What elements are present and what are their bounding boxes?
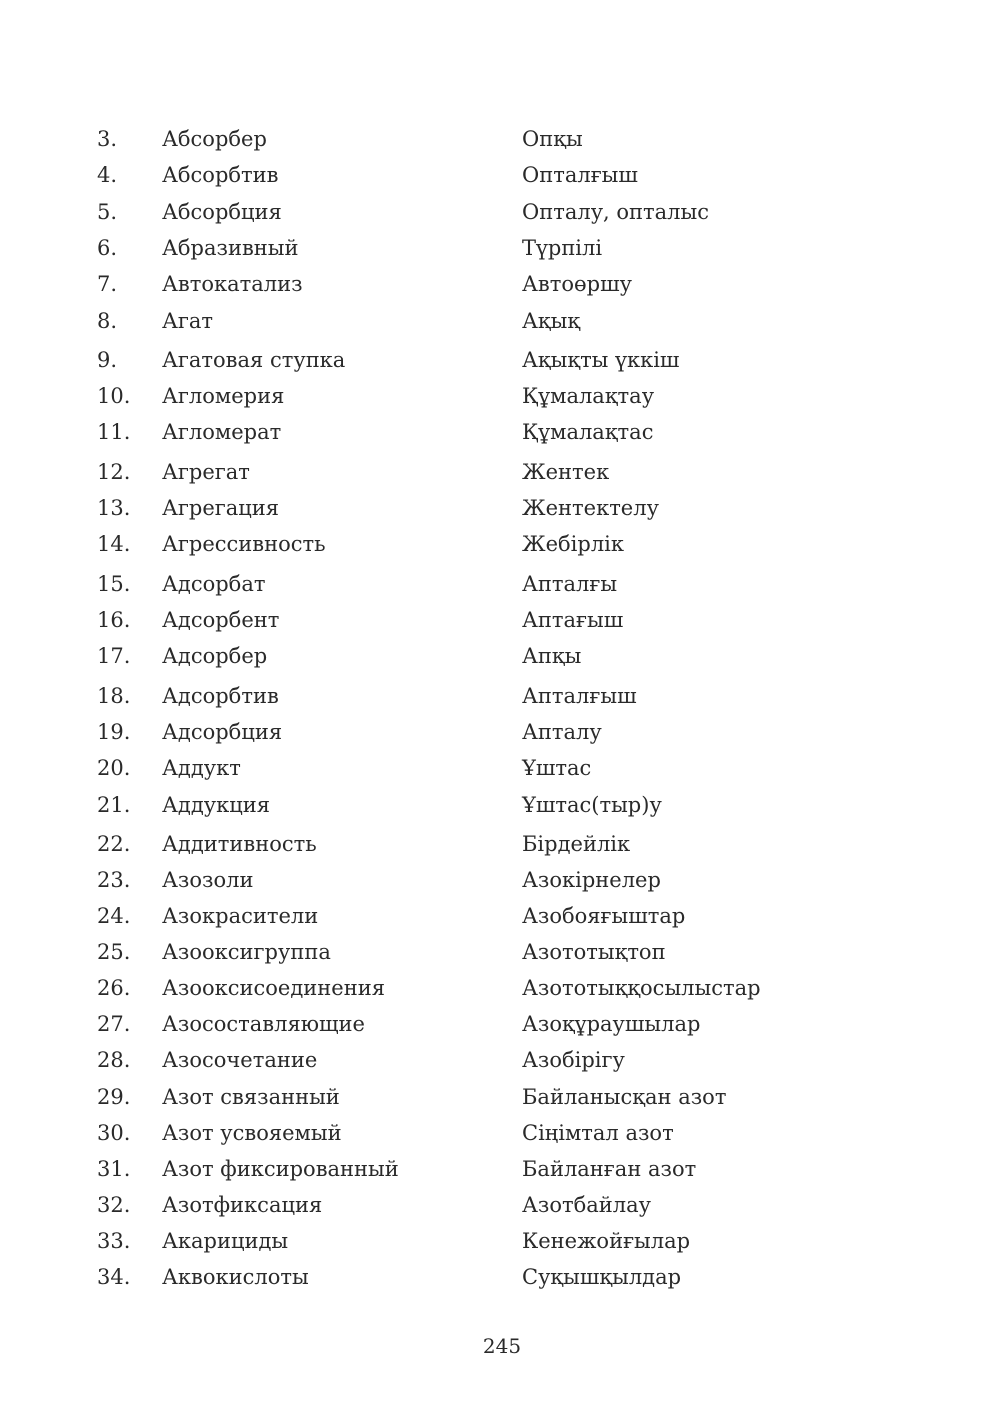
russian-term: Абсорбция <box>162 200 282 224</box>
russian-term: Аквокислоты <box>162 1265 309 1289</box>
kazakh-term: Апталғыш <box>522 684 637 708</box>
entry-number: 15. <box>97 572 131 596</box>
glossary-row <box>0 1118 1004 1148</box>
glossary-row <box>0 753 1004 783</box>
russian-term: Агломерия <box>162 384 285 408</box>
glossary-row <box>0 1262 1004 1292</box>
kazakh-term: Апталу <box>522 720 602 744</box>
glossary-row <box>0 529 1004 559</box>
kazakh-term: Сіңімтал азот <box>522 1121 674 1145</box>
kazakh-term: Жентек <box>522 460 610 484</box>
entry-number: 18. <box>97 684 131 708</box>
russian-term: Адсорбент <box>162 608 280 632</box>
russian-term: Аддитивность <box>162 832 317 856</box>
glossary-row <box>0 865 1004 895</box>
kazakh-term: Аптағыш <box>522 608 624 632</box>
glossary-row <box>0 197 1004 227</box>
kazakh-term: Опталу, опталыс <box>522 200 709 224</box>
kazakh-term: Түрпілі <box>522 236 603 260</box>
russian-term: Азокрасители <box>162 904 319 928</box>
glossary-row <box>0 1226 1004 1256</box>
russian-term: Агатовая ступка <box>162 348 346 372</box>
russian-term: Агат <box>162 309 214 333</box>
russian-term: Абсорбтив <box>162 163 279 187</box>
glossary-row <box>0 345 1004 375</box>
russian-term: Азосоставляющие <box>162 1012 365 1036</box>
entry-number: 8. <box>97 309 118 333</box>
kazakh-term: Ұштас <box>522 756 592 780</box>
glossary-row <box>0 124 1004 154</box>
entry-number: 17. <box>97 644 131 668</box>
page-number: 245 <box>482 1334 522 1358</box>
entry-number: 12. <box>97 460 131 484</box>
entry-number: 16. <box>97 608 131 632</box>
kazakh-term: Азоқұраушылар <box>522 1012 701 1036</box>
entry-number: 30. <box>97 1121 131 1145</box>
russian-term: Азооксигруппа <box>162 940 331 964</box>
kazakh-term: Байланған азот <box>522 1157 697 1181</box>
glossary-row <box>0 493 1004 523</box>
kazakh-term: Апқы <box>522 644 582 668</box>
russian-term: Автокатализ <box>162 272 303 296</box>
glossary-row <box>0 1082 1004 1112</box>
entry-number: 4. <box>97 163 118 187</box>
glossary-row <box>0 457 1004 487</box>
glossary-row <box>0 269 1004 299</box>
entry-number: 20. <box>97 756 131 780</box>
kazakh-term: Опқы <box>522 127 583 151</box>
entry-number: 27. <box>97 1012 131 1036</box>
kazakh-term: Құмалақтау <box>522 384 655 408</box>
kazakh-term: Бірдейлік <box>522 832 631 856</box>
glossary-row <box>0 790 1004 820</box>
russian-term: Азот связанный <box>162 1085 340 1109</box>
entry-number: 28. <box>97 1048 131 1072</box>
entry-number: 7. <box>97 272 118 296</box>
entry-number: 33. <box>97 1229 131 1253</box>
glossary-row <box>0 973 1004 1003</box>
glossary-row <box>0 160 1004 190</box>
glossary-row <box>0 641 1004 671</box>
russian-term: Азосочетание <box>162 1048 318 1072</box>
glossary-row <box>0 1190 1004 1220</box>
entry-number: 21. <box>97 793 131 817</box>
glossary-row <box>0 1154 1004 1184</box>
glossary-row <box>0 569 1004 599</box>
entry-number: 3. <box>97 127 118 151</box>
entry-number: 25. <box>97 940 131 964</box>
glossary-row <box>0 605 1004 635</box>
glossary-row <box>0 417 1004 447</box>
entry-number: 11. <box>97 420 131 444</box>
glossary-row <box>0 717 1004 747</box>
kazakh-term: Опталғыш <box>522 163 638 187</box>
kazakh-term: Ақық <box>522 309 581 333</box>
glossary-row <box>0 381 1004 411</box>
kazakh-term: Құмалақтас <box>522 420 654 444</box>
russian-term: Азот усвояемый <box>162 1121 342 1145</box>
entry-number: 5. <box>97 200 118 224</box>
kazakh-term: Азотбайлау <box>522 1193 651 1217</box>
russian-term: Агломерат <box>162 420 282 444</box>
glossary-row <box>0 937 1004 967</box>
entry-number: 13. <box>97 496 131 520</box>
russian-term: Азооксисоединения <box>162 976 385 1000</box>
glossary-row <box>0 1009 1004 1039</box>
entry-number: 32. <box>97 1193 131 1217</box>
russian-term: Абсорбер <box>162 127 267 151</box>
kazakh-term: Ұштас(тыр)у <box>522 793 662 817</box>
entry-number: 10. <box>97 384 131 408</box>
russian-term: Акарициды <box>162 1229 289 1253</box>
russian-term: Адсорбция <box>162 720 283 744</box>
kazakh-term: Суқышқылдар <box>522 1265 682 1289</box>
kazakh-term: Азобірігу <box>522 1048 625 1072</box>
kazakh-term: Азототықтоп <box>522 940 666 964</box>
entry-number: 34. <box>97 1265 131 1289</box>
entry-number: 26. <box>97 976 131 1000</box>
glossary-row <box>0 306 1004 336</box>
glossary-row <box>0 681 1004 711</box>
russian-term: Азозоли <box>162 868 254 892</box>
glossary-row <box>0 233 1004 263</box>
kazakh-term: Байланысқан азот <box>522 1085 727 1109</box>
kazakh-term: Ақықты үккіш <box>522 348 680 372</box>
russian-term: Адсорбтив <box>162 684 279 708</box>
kazakh-term: Азокірнелер <box>522 868 661 892</box>
kazakh-term: Жебірлік <box>522 532 625 556</box>
russian-term: Агрессивность <box>162 532 326 556</box>
kazakh-term: Апталғы <box>522 572 618 596</box>
glossary-row <box>0 829 1004 859</box>
entry-number: 24. <box>97 904 131 928</box>
russian-term: Азотфиксация <box>162 1193 323 1217</box>
russian-term: Аддукт <box>162 756 241 780</box>
russian-term: Агрегация <box>162 496 280 520</box>
kazakh-term: Автоөршу <box>522 272 632 296</box>
kazakh-term: Кенежойғылар <box>522 1229 691 1253</box>
entry-number: 19. <box>97 720 131 744</box>
entry-number: 22. <box>97 832 131 856</box>
glossary-row <box>0 1045 1004 1075</box>
russian-term: Адсорбер <box>162 644 268 668</box>
kazakh-term: Азобояғыштар <box>522 904 686 928</box>
entry-number: 31. <box>97 1157 131 1181</box>
entry-number: 29. <box>97 1085 131 1109</box>
entry-number: 14. <box>97 532 131 556</box>
entry-number: 9. <box>97 348 118 372</box>
kazakh-term: Жентектелу <box>522 496 659 520</box>
russian-term: Азот фиксированный <box>162 1157 399 1181</box>
russian-term: Абразивный <box>162 236 299 260</box>
russian-term: Агрегат <box>162 460 250 484</box>
entry-number: 6. <box>97 236 118 260</box>
kazakh-term: Азототыққосылыстар <box>522 976 761 1000</box>
glossary-row <box>0 901 1004 931</box>
russian-term: Аддукция <box>162 793 270 817</box>
russian-term: Адсорбат <box>162 572 266 596</box>
entry-number: 23. <box>97 868 131 892</box>
